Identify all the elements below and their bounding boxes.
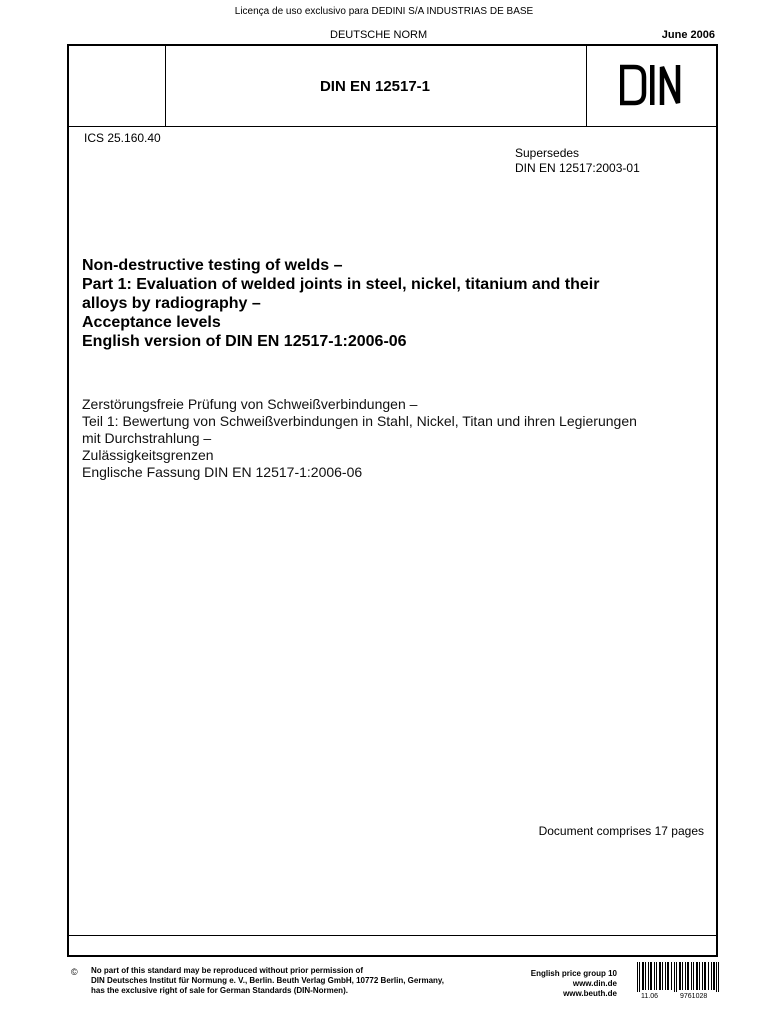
supersedes-block — [515, 146, 640, 176]
price-group: English price group 10 — [530, 969, 617, 978]
footer-divider — [69, 935, 716, 936]
publication-date: June 2006 — [661, 29, 715, 41]
title-en-line: Acceptance levels — [82, 314, 221, 331]
din-logo-icon — [620, 64, 684, 106]
copyright-icon: © — [71, 967, 78, 977]
standard-number: DIN EN 12517-1 — [319, 77, 431, 95]
deutsche-norm-label: DEUTSCHE NORM — [330, 29, 428, 41]
title-en-line: English version of DIN EN 12517-1:2006-06 — [82, 333, 407, 350]
title-german — [82, 396, 712, 481]
barcode-left-number: 11.06 — [641, 993, 658, 1000]
din-logo-cell — [586, 46, 717, 126]
title-en-line: Non-destructive testing of welds – — [82, 257, 343, 274]
title-en-line: Part 1: Evaluation of welded joints in steel, nickel, titanium and their — [82, 276, 600, 293]
copyright-notice — [91, 966, 511, 996]
notice-line: No part of this standard may be reproduced without prior permission of — [91, 966, 364, 975]
license-notice: Licença de uso exclusivo para DEDINI S/A INDUSTRIAS DE BASE — [234, 6, 534, 17]
page-count-note: Document comprises 17 pages — [538, 824, 704, 838]
header-row — [69, 46, 716, 127]
barcode-right-number: 9761028 — [680, 993, 708, 1000]
title-de-line: mit Durchstrahlung – — [82, 430, 212, 446]
din-url-link[interactable]: www.din.de — [572, 979, 617, 988]
price-block — [519, 969, 617, 999]
title-de-line: Teil 1: Bewertung von Schweißverbindungen in Stahl, Nickel, Titan und ihren Legierungen — [82, 413, 637, 429]
title-de-line: Englische Fassung DIN EN 12517-1:2006-06 — [82, 464, 363, 480]
barcode-icon — [637, 962, 719, 992]
title-de-line: Zulässigkeitsgrenzen — [82, 447, 214, 463]
supersedes-value: DIN EN 12517:2003-01 — [515, 161, 640, 175]
title-en-line: alloys by radiography – — [82, 295, 261, 312]
din-logo-text: DIN — [620, 64, 622, 65]
notice-line: DIN Deutsches Institut für Normung e. V., Berlin. Beuth Verlag GmbH, 10772 Berlin, Germany, — [91, 976, 444, 985]
document-frame — [67, 44, 718, 957]
notice-line: has the exclusive right of sale for German Standards (DIN-Normen). — [91, 986, 348, 995]
ics-code: ICS 25.160.40 — [84, 131, 161, 145]
supersedes-label: Supersedes — [515, 146, 580, 160]
title-english — [82, 256, 702, 351]
beuth-url-link[interactable]: www.beuth.de — [563, 989, 617, 998]
header-left-cell — [69, 46, 166, 126]
title-de-line: Zerstörungsfreie Prüfung von Schweißverbindungen – — [82, 396, 418, 412]
